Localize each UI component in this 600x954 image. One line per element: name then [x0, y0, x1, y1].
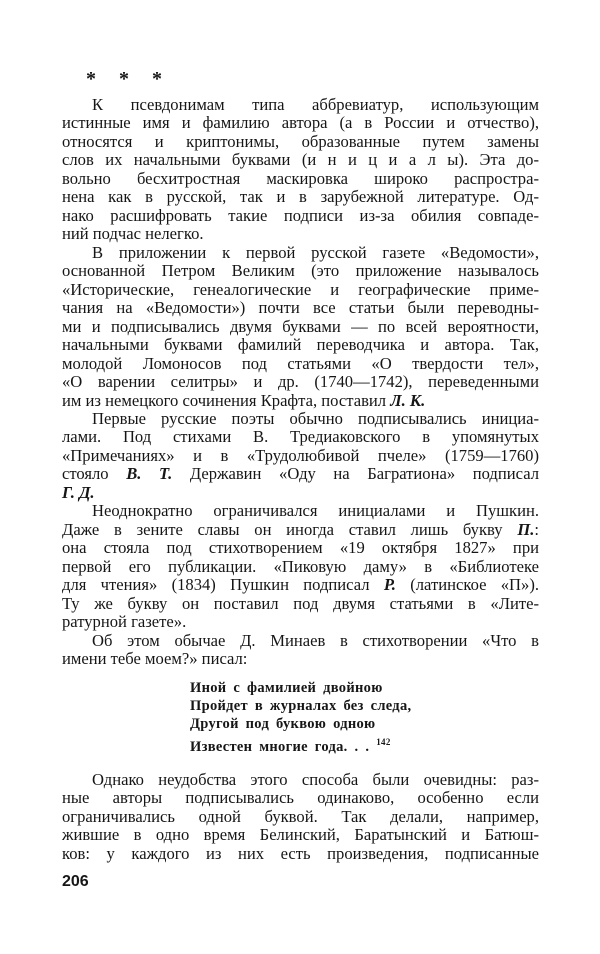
text-line — [62, 336, 539, 354]
text-line — [62, 225, 539, 243]
text-line — [62, 771, 539, 789]
text-segment: молодой Ломоносов под статьями «О твердости тел», — [62, 353, 539, 373]
text-segment: истинные имя и фамилию автора (а в России и отчество), — [62, 113, 539, 133]
text-segment: ми и подписывались двумя буквами — по всей вероятности, — [62, 316, 539, 336]
text-segment: она стояла под стихотворением «19 октября 1827» при — [62, 538, 539, 558]
poem-line: Иной с фамилией двойною — [190, 680, 383, 696]
text-segment: нена как в русской, так и в зарубежной литературе. Од- — [62, 187, 539, 207]
text-segment: ные авторы подписывались одинаково, особенно если — [62, 788, 539, 808]
text-segment: Неоднократно ограничивался инициалами и Пушкин. — [92, 501, 539, 521]
text-line — [62, 808, 539, 826]
text-segment: Державин «Оду на Багратиона» подписал — [172, 464, 539, 484]
text-line — [62, 207, 539, 225]
text-line — [62, 558, 539, 576]
text-segment: вольно бесхитростная маскировка широко распростра- — [62, 168, 539, 188]
text-segment: В приложении к первой русской газете «Ведомости», — [92, 242, 539, 262]
text-line — [62, 114, 539, 132]
text-line — [62, 428, 539, 446]
text-line — [62, 484, 539, 502]
poem-line-text: Известен многие года. . . — [190, 739, 370, 755]
text-segment: чания на «Ведомости») почти все статьи были переводны- — [62, 298, 539, 318]
text-line — [62, 244, 539, 262]
poem-line: Другой под буквою одною — [190, 716, 376, 732]
section-separator: * * * — [86, 68, 164, 90]
initials: P. — [383, 575, 396, 595]
text-line — [62, 789, 539, 807]
text-line — [62, 96, 539, 114]
text-line — [62, 355, 539, 373]
poem-line — [190, 733, 411, 756]
text-segment: ков: у каждого из них есть произведения, подписанные — [62, 843, 539, 863]
text-segment: : — [534, 519, 539, 539]
initials: В. Т. — [126, 464, 173, 484]
text-segment: Об этом обычае Д. Минаев в стихотворении «Что в — [92, 630, 539, 650]
text-segment: нако расшифровать такие подписи из-за обилия совпаде- — [62, 205, 539, 225]
text-line — [62, 465, 539, 483]
text-segment: ратурной газете». — [62, 612, 187, 632]
text-line — [62, 613, 539, 631]
text-line — [62, 373, 539, 391]
text-segment: первой его публикации. «Пиковую даму» в «Библиотеке — [62, 556, 539, 576]
text-line — [62, 826, 539, 844]
text-line — [62, 539, 539, 557]
text-segment: Первые русские поэты обычно подписывались инициа- — [92, 408, 539, 428]
text-segment: ограничивались одной буквой. Так делали, например, — [62, 806, 539, 826]
text-line — [62, 632, 539, 650]
footnote-reference[interactable]: 142 — [376, 737, 391, 747]
text-segment: жившие в одно время Белинский, Баратынский и Батюш- — [62, 825, 539, 845]
text-segment: слов их начальными буквами (и н и ц и а л ы). Эта до- — [62, 150, 539, 170]
text-segment: для чтения» (1834) Пушкин подписал — [62, 575, 384, 595]
text-line — [62, 133, 539, 151]
initials: Л. К. — [390, 390, 426, 410]
text-segment: Однако неудобства этого способа были очевидны: раз- — [92, 770, 539, 789]
text-line — [62, 392, 539, 410]
poem-quote — [190, 679, 411, 756]
text-line — [62, 410, 539, 428]
text-segment: имени тебе моем?» писал: — [62, 649, 248, 669]
text-segment: лами. Под стихами В. Тредиаковского в упомянутых — [62, 427, 539, 447]
text-segment: ний подчас нелегко. — [62, 224, 204, 244]
text-line — [62, 299, 539, 317]
poem-line: Пройдет в журналах без следа, — [190, 698, 412, 714]
text-line — [62, 576, 539, 594]
text-segment: «Примечаниях» и в «Трудолюбивой пчеле» (1759—1760) — [62, 445, 539, 465]
body-text-top — [62, 96, 539, 669]
text-segment: Ту же букву он поставил под двумя статьями в «Лите- — [62, 593, 539, 613]
body-text-bottom — [62, 771, 539, 863]
text-segment: им из немецкого сочинения Крафта, поставил — [62, 390, 391, 410]
text-segment: стояло — [62, 464, 127, 484]
text-line — [62, 502, 539, 520]
text-segment: относятся и криптонимы, образованные путем замены — [62, 131, 539, 151]
text-segment: Даже в зените славы он иногда ставил лишь букву — [62, 519, 518, 539]
text-line — [62, 170, 539, 188]
text-segment: К псевдонимам типа аббревиатур, использующим — [92, 95, 539, 114]
text-segment: (латинское «П»). — [395, 575, 539, 595]
initials: П. — [517, 519, 535, 539]
text-line — [62, 151, 539, 169]
text-segment: «О варении селитры» и др. (1740—1742), переведенными — [62, 372, 539, 392]
text-line — [62, 845, 539, 863]
text-segment: основанной Петром Великим (это приложение называлось — [62, 261, 539, 281]
text-segment: начальными буквами фамилий переводчика и автора. Так, — [62, 335, 539, 355]
page-number: 206 — [62, 873, 89, 890]
text-line — [62, 521, 539, 539]
text-line — [62, 447, 539, 465]
text-line — [62, 188, 539, 206]
text-segment: «Исторические, генеалогические и географические приме- — [62, 279, 539, 299]
text-line — [62, 595, 539, 613]
text-line — [62, 318, 539, 336]
initials: Г. Д. — [62, 482, 95, 502]
text-line — [62, 262, 539, 280]
text-line — [62, 281, 539, 299]
text-line — [62, 650, 539, 668]
